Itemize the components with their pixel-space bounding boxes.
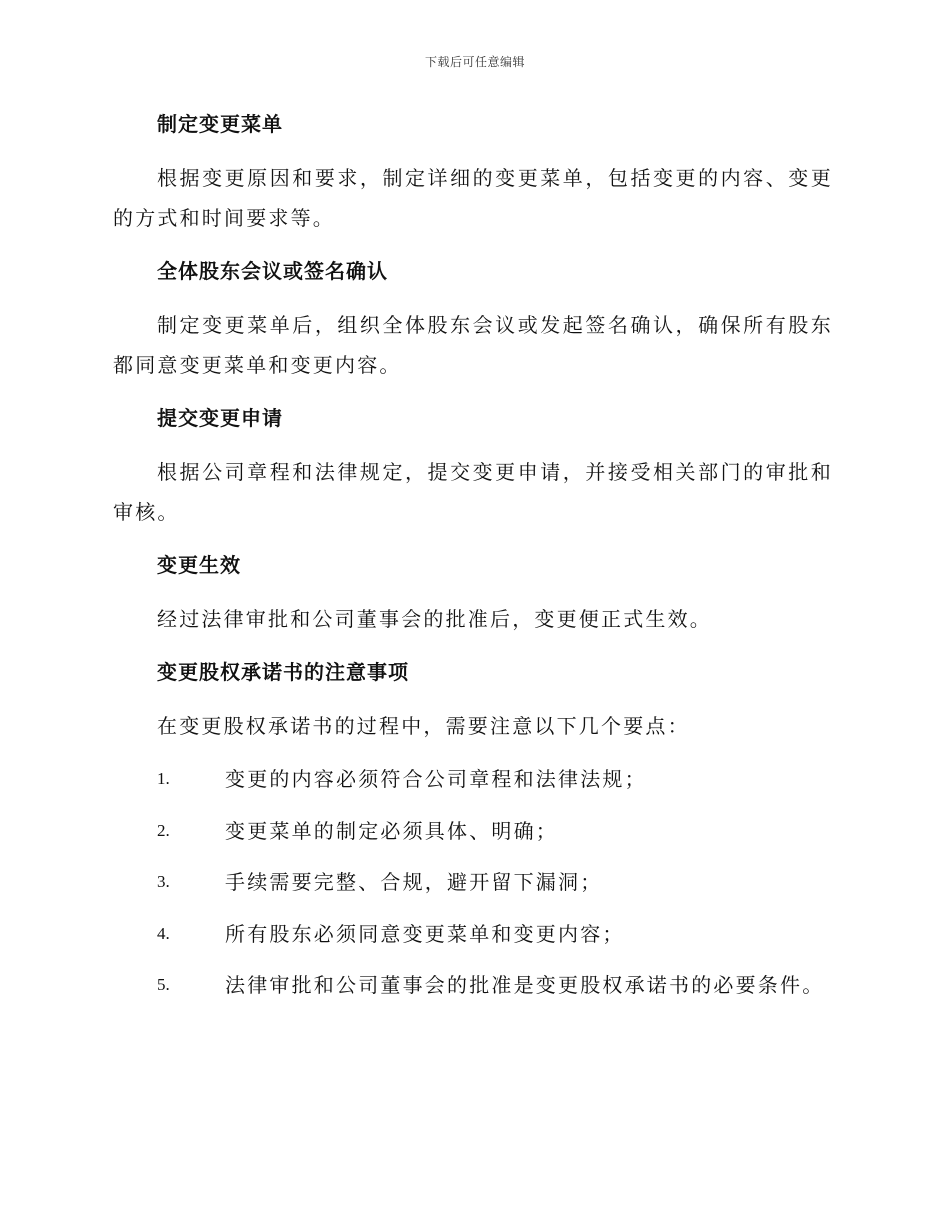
list-item [113, 916, 833, 952]
list-item-number: 3. [157, 872, 170, 891]
section-paragraph: 制定变更菜单后，组织全体股东会议或发起签名确认，确保所有股东都同意变更菜单和变更内容。 [113, 313, 833, 377]
section-shareholder-confirmation [113, 253, 833, 385]
list-item-text: 法律审批和公司董事会的批准是变更股权承诺书的必要条件。 [225, 973, 825, 997]
list-item-text: 变更菜单的制定必须具体、明确； [225, 818, 558, 843]
section-heading: 变更股权承诺书的注意事项 [157, 660, 409, 684]
section-paragraph: 根据公司章程和法律规定，提交变更申请，并接受相关部门的审批和审核。 [113, 460, 833, 524]
list-item-number: 5. [157, 975, 170, 994]
section-notes [113, 654, 833, 746]
section-heading: 制定变更菜单 [157, 112, 283, 136]
document-body [113, 106, 833, 1019]
notes-list [113, 761, 833, 1003]
section-heading: 全体股东会议或签名确认 [157, 259, 388, 283]
section-paragraph: 在变更股权承诺书的过程中，需要注意以下几个要点： [157, 714, 690, 738]
list-item [113, 967, 833, 1003]
section-change-effective [113, 547, 833, 639]
list-item-text: 变更的内容必须符合公司章程和法律法规； [225, 767, 647, 791]
list-item [113, 864, 833, 900]
section-heading: 提交变更申请 [157, 406, 283, 430]
section-paragraph: 根据变更原因和要求，制定详细的变更菜单，包括变更的内容、变更的方式和时间要求等。 [113, 166, 833, 230]
list-item-number: 1. [157, 769, 170, 788]
list-item-number: 4. [157, 923, 170, 943]
list-item-text: 手续需要完整、合规，避开留下漏洞； [225, 870, 603, 894]
list-item [113, 813, 833, 849]
section-make-change-list [113, 106, 833, 238]
section-heading: 变更生效 [157, 553, 241, 577]
list-item-number: 2. [157, 820, 170, 840]
list-item [113, 761, 833, 797]
section-paragraph: 经过法律审批和公司董事会的批准后，变更便正式生效。 [157, 607, 712, 631]
section-submit-application [113, 400, 833, 532]
page-header: 下载后可任意编辑 [424, 55, 525, 69]
list-item-text: 所有股东必须同意变更菜单和变更内容； [225, 921, 625, 946]
